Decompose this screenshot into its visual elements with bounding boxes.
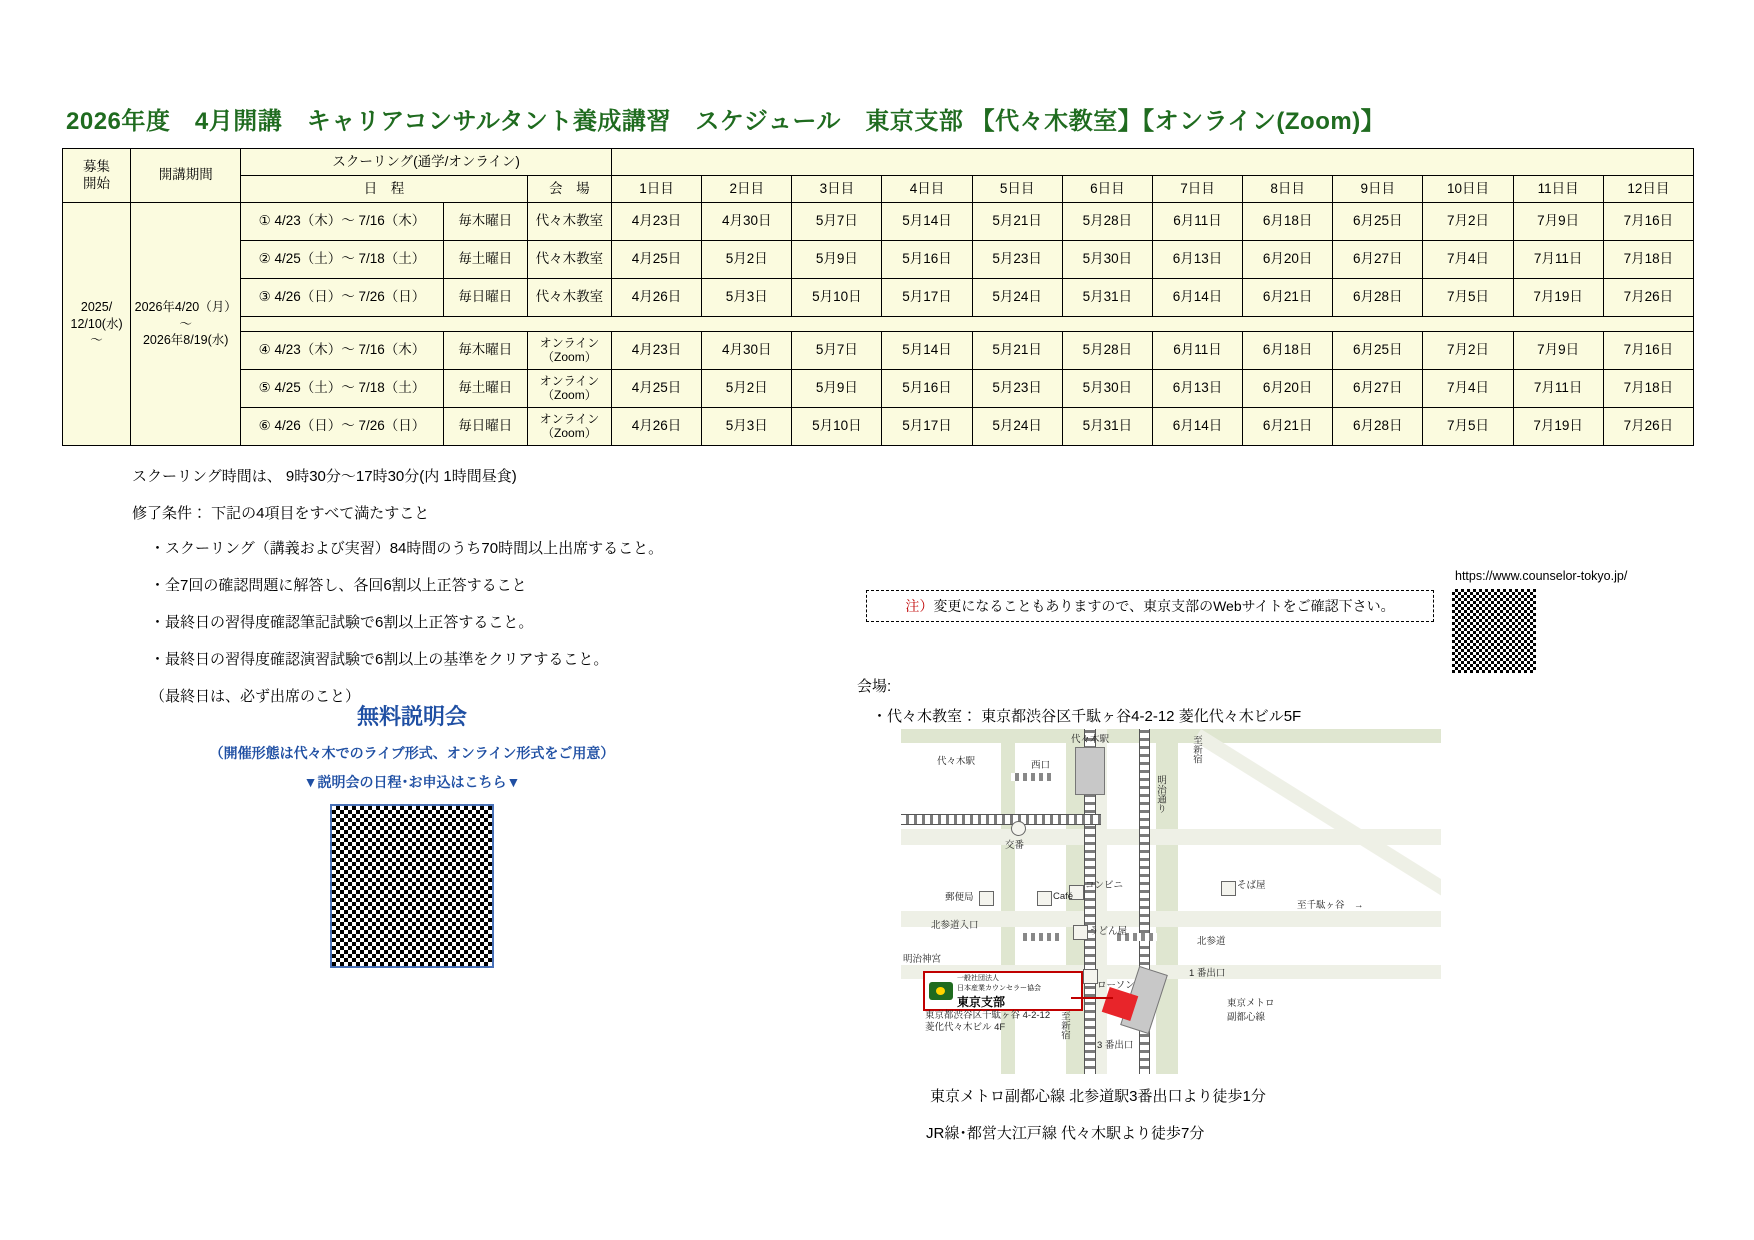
cell-date: 6月13日 bbox=[1152, 370, 1242, 408]
map-label-kitasando-entrance: 北参道入口 bbox=[931, 920, 979, 931]
cell-date: 4月30日 bbox=[702, 203, 792, 241]
map-poi-udon bbox=[1073, 925, 1088, 940]
cell-date: 5月17日 bbox=[882, 408, 972, 446]
table-header-row-1 bbox=[63, 149, 1694, 176]
map-label-to-sendagaya: 至千駄ヶ谷 → bbox=[1297, 900, 1364, 911]
header-bosyu-line1: 募集 bbox=[83, 158, 111, 174]
map-station-yoyogi bbox=[1075, 747, 1105, 795]
cell-date: 5月21日 bbox=[972, 332, 1062, 370]
cell-date: 5月16日 bbox=[882, 241, 972, 279]
cell-date: 6月20日 bbox=[1243, 241, 1333, 279]
header-day-3: 3日目 bbox=[792, 176, 882, 203]
cell-bosyu-value bbox=[63, 203, 131, 446]
cell-date: 5月7日 bbox=[792, 203, 882, 241]
cell-date: 4月26日 bbox=[611, 279, 701, 317]
cell-date: 4月25日 bbox=[611, 241, 701, 279]
cell-date: 7月9日 bbox=[1513, 203, 1603, 241]
cell-date: 5月14日 bbox=[882, 332, 972, 370]
cell-date: 6月28日 bbox=[1333, 279, 1423, 317]
map-label-police-box: 交番 bbox=[1005, 840, 1025, 851]
cell-nittei: ③ 4/26（日）～ 7/26（日） bbox=[241, 279, 443, 317]
cell-date: 5月10日 bbox=[792, 279, 882, 317]
header-day-8: 8日目 bbox=[1243, 176, 1333, 203]
map-label-meiji-jingu: 明治神宮 bbox=[903, 954, 942, 965]
schedule-table-container bbox=[62, 148, 1694, 446]
cell-date: 5月3日 bbox=[702, 279, 792, 317]
cell-date: 4月30日 bbox=[702, 332, 792, 370]
briefing-block bbox=[192, 700, 632, 968]
cell-date: 6月11日 bbox=[1152, 332, 1242, 370]
table-row bbox=[63, 241, 1694, 279]
cell-date: 5月9日 bbox=[792, 241, 882, 279]
cell-nittei: ⑥ 4/26（日）～ 7/26（日） bbox=[241, 408, 443, 446]
cell-date: 5月3日 bbox=[702, 408, 792, 446]
table-separator-row bbox=[63, 317, 1694, 332]
cell-yobi: 毎木曜日 bbox=[443, 332, 527, 370]
note-condition-5: （最終日は、必ず出席のこと） bbox=[150, 688, 361, 705]
website-qr-code[interactable] bbox=[1452, 589, 1536, 673]
map-road-horizontal-2 bbox=[901, 911, 1441, 927]
map-label-exit-3: 3 番出口 bbox=[1097, 1040, 1134, 1051]
cell-kaijo bbox=[527, 332, 611, 370]
notice-box bbox=[866, 590, 1434, 622]
note-completion-head: 修了条件： 下記の4項目をすべて満たすこと bbox=[132, 505, 430, 522]
notes-block bbox=[132, 468, 663, 725]
map-label-exit-1: 1 番出口 bbox=[1189, 968, 1226, 979]
map-poi-cafe bbox=[1037, 891, 1052, 906]
cell-kaijo bbox=[527, 408, 611, 446]
cell-date: 6月25日 bbox=[1333, 332, 1423, 370]
header-schooling: スクーリング(通学/オンライン) bbox=[241, 149, 612, 176]
page-title: 2026年度 4月開講 キャリアコンサルタント養成講習 スケジュール 東京支部 【代々木教室】【オンライン(Zoom)】 bbox=[66, 108, 1386, 135]
header-kikan: 開講期間 bbox=[131, 149, 241, 203]
header-day-4: 4日目 bbox=[882, 176, 972, 203]
map-label-to-shinjuku-2: 至新宿 bbox=[1059, 1011, 1070, 1040]
cell-date: 5月23日 bbox=[972, 370, 1062, 408]
access-map bbox=[900, 728, 1442, 1075]
jaico-org-line2: 日本産業カウンセラー協会 bbox=[957, 984, 1041, 992]
map-label-cafe: Café bbox=[1053, 891, 1074, 902]
table-row bbox=[63, 332, 1694, 370]
cell-kaijo-line1: 代々木教室 bbox=[535, 251, 604, 267]
separator-cell bbox=[241, 317, 1694, 332]
cell-kikan-value bbox=[131, 203, 241, 446]
cell-date: 4月26日 bbox=[611, 408, 701, 446]
map-label-yoyogi-station-left: 代々木駅 bbox=[937, 756, 976, 767]
cell-date: 5月21日 bbox=[972, 203, 1062, 241]
cell-date: 7月2日 bbox=[1423, 332, 1513, 370]
map-poi-post-office bbox=[979, 891, 994, 906]
cell-yobi: 毎土曜日 bbox=[443, 370, 527, 408]
cell-date: 7月2日 bbox=[1423, 203, 1513, 241]
cell-date: 5月17日 bbox=[882, 279, 972, 317]
map-label-yoyogi-station-top: 代々木駅 bbox=[1071, 734, 1110, 745]
access-info-jr: JR線･都営大江戸線 代々木駅より徒歩7分 bbox=[926, 1125, 1205, 1142]
note-condition-2: ・全7回の確認問題に解答し、各回6割以上正答すること bbox=[150, 577, 527, 594]
table-header-row-2 bbox=[63, 176, 1694, 203]
cell-date: 7月18日 bbox=[1603, 370, 1693, 408]
header-day-9: 9日目 bbox=[1333, 176, 1423, 203]
cell-date: 7月16日 bbox=[1603, 203, 1693, 241]
cell-date: 5月30日 bbox=[1062, 370, 1152, 408]
cell-date: 7月19日 bbox=[1513, 408, 1603, 446]
header-day-6: 6日目 bbox=[1062, 176, 1152, 203]
header-bosyu-line2: 開始 bbox=[83, 175, 111, 191]
header-day-12: 12日目 bbox=[1603, 176, 1693, 203]
cell-date: 6月18日 bbox=[1243, 203, 1333, 241]
cell-yobi: 毎日曜日 bbox=[443, 408, 527, 446]
briefing-apply-text: ▼説明会の日程･お申込はこちら▼ bbox=[303, 774, 521, 790]
cell-date: 7月9日 bbox=[1513, 332, 1603, 370]
map-rail-branch bbox=[901, 814, 1101, 825]
map-crossing-1 bbox=[1011, 773, 1055, 781]
note-condition-1: ・スクーリング（講義および実習）84時間のうち70時間以上出席すること。 bbox=[150, 540, 664, 557]
cell-nittei: ⑤ 4/25（土）～ 7/18（土） bbox=[241, 370, 443, 408]
access-info-metro: 東京メトロ副都心線 北参道駅3番出口より徒歩1分 bbox=[930, 1088, 1266, 1105]
briefing-subtitle: （開催形態は代々木でのライブ形式、オンライン形式をご用意） bbox=[209, 745, 615, 761]
cell-yobi: 毎日曜日 bbox=[443, 279, 527, 317]
cell-date: 7月26日 bbox=[1603, 279, 1693, 317]
cell-kaijo-line1: 代々木教室 bbox=[535, 213, 604, 229]
note-condition-4: ・最終日の習得度確認演習試験で6割以上の基準をクリアすること。 bbox=[150, 651, 609, 668]
cell-nittei: ② 4/25（土）～ 7/18（土） bbox=[241, 241, 443, 279]
cell-kaijo bbox=[527, 203, 611, 241]
cell-date: 5月24日 bbox=[972, 279, 1062, 317]
note-condition-3: ・最終日の習得度確認筆記試験で6割以上正答すること。 bbox=[150, 614, 534, 631]
cell-date: 7月26日 bbox=[1603, 408, 1693, 446]
cell-date: 5月14日 bbox=[882, 203, 972, 241]
cell-date: 7月11日 bbox=[1513, 241, 1603, 279]
cell-date: 7月4日 bbox=[1423, 241, 1513, 279]
cell-date: 7月18日 bbox=[1603, 241, 1693, 279]
notice-text: 変更になることもありますので、東京支部のWebサイトをご確認下さい。 bbox=[933, 598, 1395, 614]
cell-date: 6月14日 bbox=[1152, 408, 1242, 446]
cell-date: 4月25日 bbox=[611, 370, 701, 408]
cell-kaijo-line1: 代々木教室 bbox=[535, 289, 604, 305]
table-row bbox=[63, 408, 1694, 446]
cell-nittei: ① 4/23（木）～ 7/16（木） bbox=[241, 203, 443, 241]
map-label-convenience: コンビニ bbox=[1085, 880, 1124, 891]
header-day-10: 10日目 bbox=[1423, 176, 1513, 203]
cell-kaijo-line2: （Zoom） bbox=[542, 349, 597, 364]
cell-kaijo-line2: （Zoom） bbox=[542, 387, 597, 402]
cell-date: 4月23日 bbox=[611, 332, 701, 370]
cell-nittei: ④ 4/23（木）～ 7/16（木） bbox=[241, 332, 443, 370]
map-poi-soba bbox=[1221, 881, 1236, 896]
cell-yobi: 毎木曜日 bbox=[443, 203, 527, 241]
venue-label: 会場: bbox=[857, 678, 892, 695]
header-day-11: 11日目 bbox=[1513, 176, 1603, 203]
table-row bbox=[63, 279, 1694, 317]
cell-kaijo bbox=[527, 370, 611, 408]
header-day-7: 7日目 bbox=[1152, 176, 1242, 203]
cell-date: 7月11日 bbox=[1513, 370, 1603, 408]
cell-kaijo-line1: オンライン bbox=[539, 411, 600, 426]
cell-date: 4月23日 bbox=[611, 203, 701, 241]
map-label-west-exit: 西口 bbox=[1031, 760, 1051, 771]
map-label-soba: そば屋 bbox=[1237, 880, 1266, 891]
kikan-line1: 2026年4/20（月）～ bbox=[134, 299, 237, 331]
cell-date: 5月31日 bbox=[1062, 279, 1152, 317]
cell-date: 6月27日 bbox=[1333, 241, 1423, 279]
cell-date: 6月28日 bbox=[1333, 408, 1423, 446]
cell-date: 5月28日 bbox=[1062, 332, 1152, 370]
bosyu-line1: 2025/ bbox=[80, 299, 113, 314]
map-label-lawson: ローソン bbox=[1097, 980, 1135, 991]
cell-date: 6月14日 bbox=[1152, 279, 1242, 317]
map-poi-lawson bbox=[1083, 969, 1098, 984]
header-kaijo: 会 場 bbox=[527, 176, 611, 203]
cell-date: 6月11日 bbox=[1152, 203, 1242, 241]
map-jaico-address-1: 東京都渋谷区千駄ヶ谷 4-2-12 bbox=[925, 1010, 1051, 1021]
jaico-logo-icon bbox=[929, 982, 953, 1000]
notice-prefix: 注） bbox=[905, 598, 934, 614]
jaico-org-line1: 一般社団法人 bbox=[957, 974, 999, 982]
map-road-diagonal bbox=[1194, 729, 1442, 900]
cell-date: 7月5日 bbox=[1423, 279, 1513, 317]
header-nittei: 日 程 bbox=[241, 176, 528, 203]
website-url[interactable]: https://www.counselor-tokyo.jp/ bbox=[1455, 569, 1628, 583]
map-label-udon: うどん屋 bbox=[1089, 926, 1128, 937]
header-day-2: 2日目 bbox=[702, 176, 792, 203]
briefing-title: 無料説明会 bbox=[356, 704, 467, 729]
schedule-table bbox=[62, 148, 1694, 446]
cell-date: 6月20日 bbox=[1243, 370, 1333, 408]
venue-address: ・代々木教室： 東京都渋谷区千駄ヶ谷4-2-12 菱化代々木ビル5F bbox=[872, 708, 1302, 725]
map-poi-koban bbox=[1011, 821, 1026, 836]
table-row bbox=[63, 370, 1694, 408]
cell-date: 5月9日 bbox=[792, 370, 882, 408]
cell-date: 5月2日 bbox=[702, 241, 792, 279]
cell-date: 7月4日 bbox=[1423, 370, 1513, 408]
cell-kaijo-line2: （Zoom） bbox=[542, 425, 597, 440]
note-schooling-time: スクーリング時間は、 9時30分～17時30分(内 1時間昼食) bbox=[132, 468, 517, 485]
cell-date: 5月31日 bbox=[1062, 408, 1152, 446]
cell-yobi: 毎土曜日 bbox=[443, 241, 527, 279]
map-label-post-office: 郵便局 bbox=[945, 892, 974, 903]
cell-date: 5月7日 bbox=[792, 332, 882, 370]
map-crossing-2 bbox=[1019, 933, 1063, 941]
header-blank bbox=[611, 149, 1693, 176]
cell-kaijo bbox=[527, 279, 611, 317]
cell-kaijo-line1: オンライン bbox=[539, 373, 600, 388]
bosyu-line3: ～ bbox=[90, 333, 103, 348]
header-day-1: 1日目 bbox=[611, 176, 701, 203]
map-jaico-address-2: 菱化代々木ビル 4F bbox=[925, 1022, 1006, 1033]
cell-date: 7月16日 bbox=[1603, 332, 1693, 370]
cell-date: 7月19日 bbox=[1513, 279, 1603, 317]
cell-kaijo bbox=[527, 241, 611, 279]
cell-date: 6月13日 bbox=[1152, 241, 1242, 279]
table-row bbox=[63, 203, 1694, 241]
briefing-qr-code[interactable] bbox=[330, 804, 494, 968]
cell-date: 5月2日 bbox=[702, 370, 792, 408]
cell-date: 5月30日 bbox=[1062, 241, 1152, 279]
cell-date: 6月21日 bbox=[1243, 408, 1333, 446]
bosyu-line2: 12/10(水) bbox=[70, 316, 123, 331]
cell-date: 5月16日 bbox=[882, 370, 972, 408]
map-label-meiji-dori: 明治通り bbox=[1155, 775, 1166, 813]
cell-date: 6月27日 bbox=[1333, 370, 1423, 408]
map-label-metro-line-1: 東京メトロ bbox=[1227, 998, 1275, 1009]
map-callout-arrow bbox=[1071, 997, 1113, 999]
cell-date: 5月10日 bbox=[792, 408, 882, 446]
cell-date: 5月28日 bbox=[1062, 203, 1152, 241]
map-label-kitasando: 北参道 bbox=[1197, 936, 1226, 947]
cell-date: 6月21日 bbox=[1243, 279, 1333, 317]
kikan-line2: 2026年8/19(水) bbox=[142, 333, 229, 348]
cell-date: 6月18日 bbox=[1243, 332, 1333, 370]
header-bosyu bbox=[63, 149, 131, 203]
map-jaico-callout bbox=[923, 971, 1083, 1011]
cell-date: 7月5日 bbox=[1423, 408, 1513, 446]
cell-date: 5月24日 bbox=[972, 408, 1062, 446]
map-label-metro-line-2: 副都心線 bbox=[1227, 1012, 1266, 1023]
cell-kaijo-line1: オンライン bbox=[539, 335, 600, 350]
header-day-5: 5日目 bbox=[972, 176, 1062, 203]
jaico-branch-name: 東京支部 bbox=[957, 994, 1006, 1009]
map-label-to-shinjuku-1: 至新宿 bbox=[1191, 735, 1202, 764]
cell-date: 5月23日 bbox=[972, 241, 1062, 279]
cell-date: 6月25日 bbox=[1333, 203, 1423, 241]
